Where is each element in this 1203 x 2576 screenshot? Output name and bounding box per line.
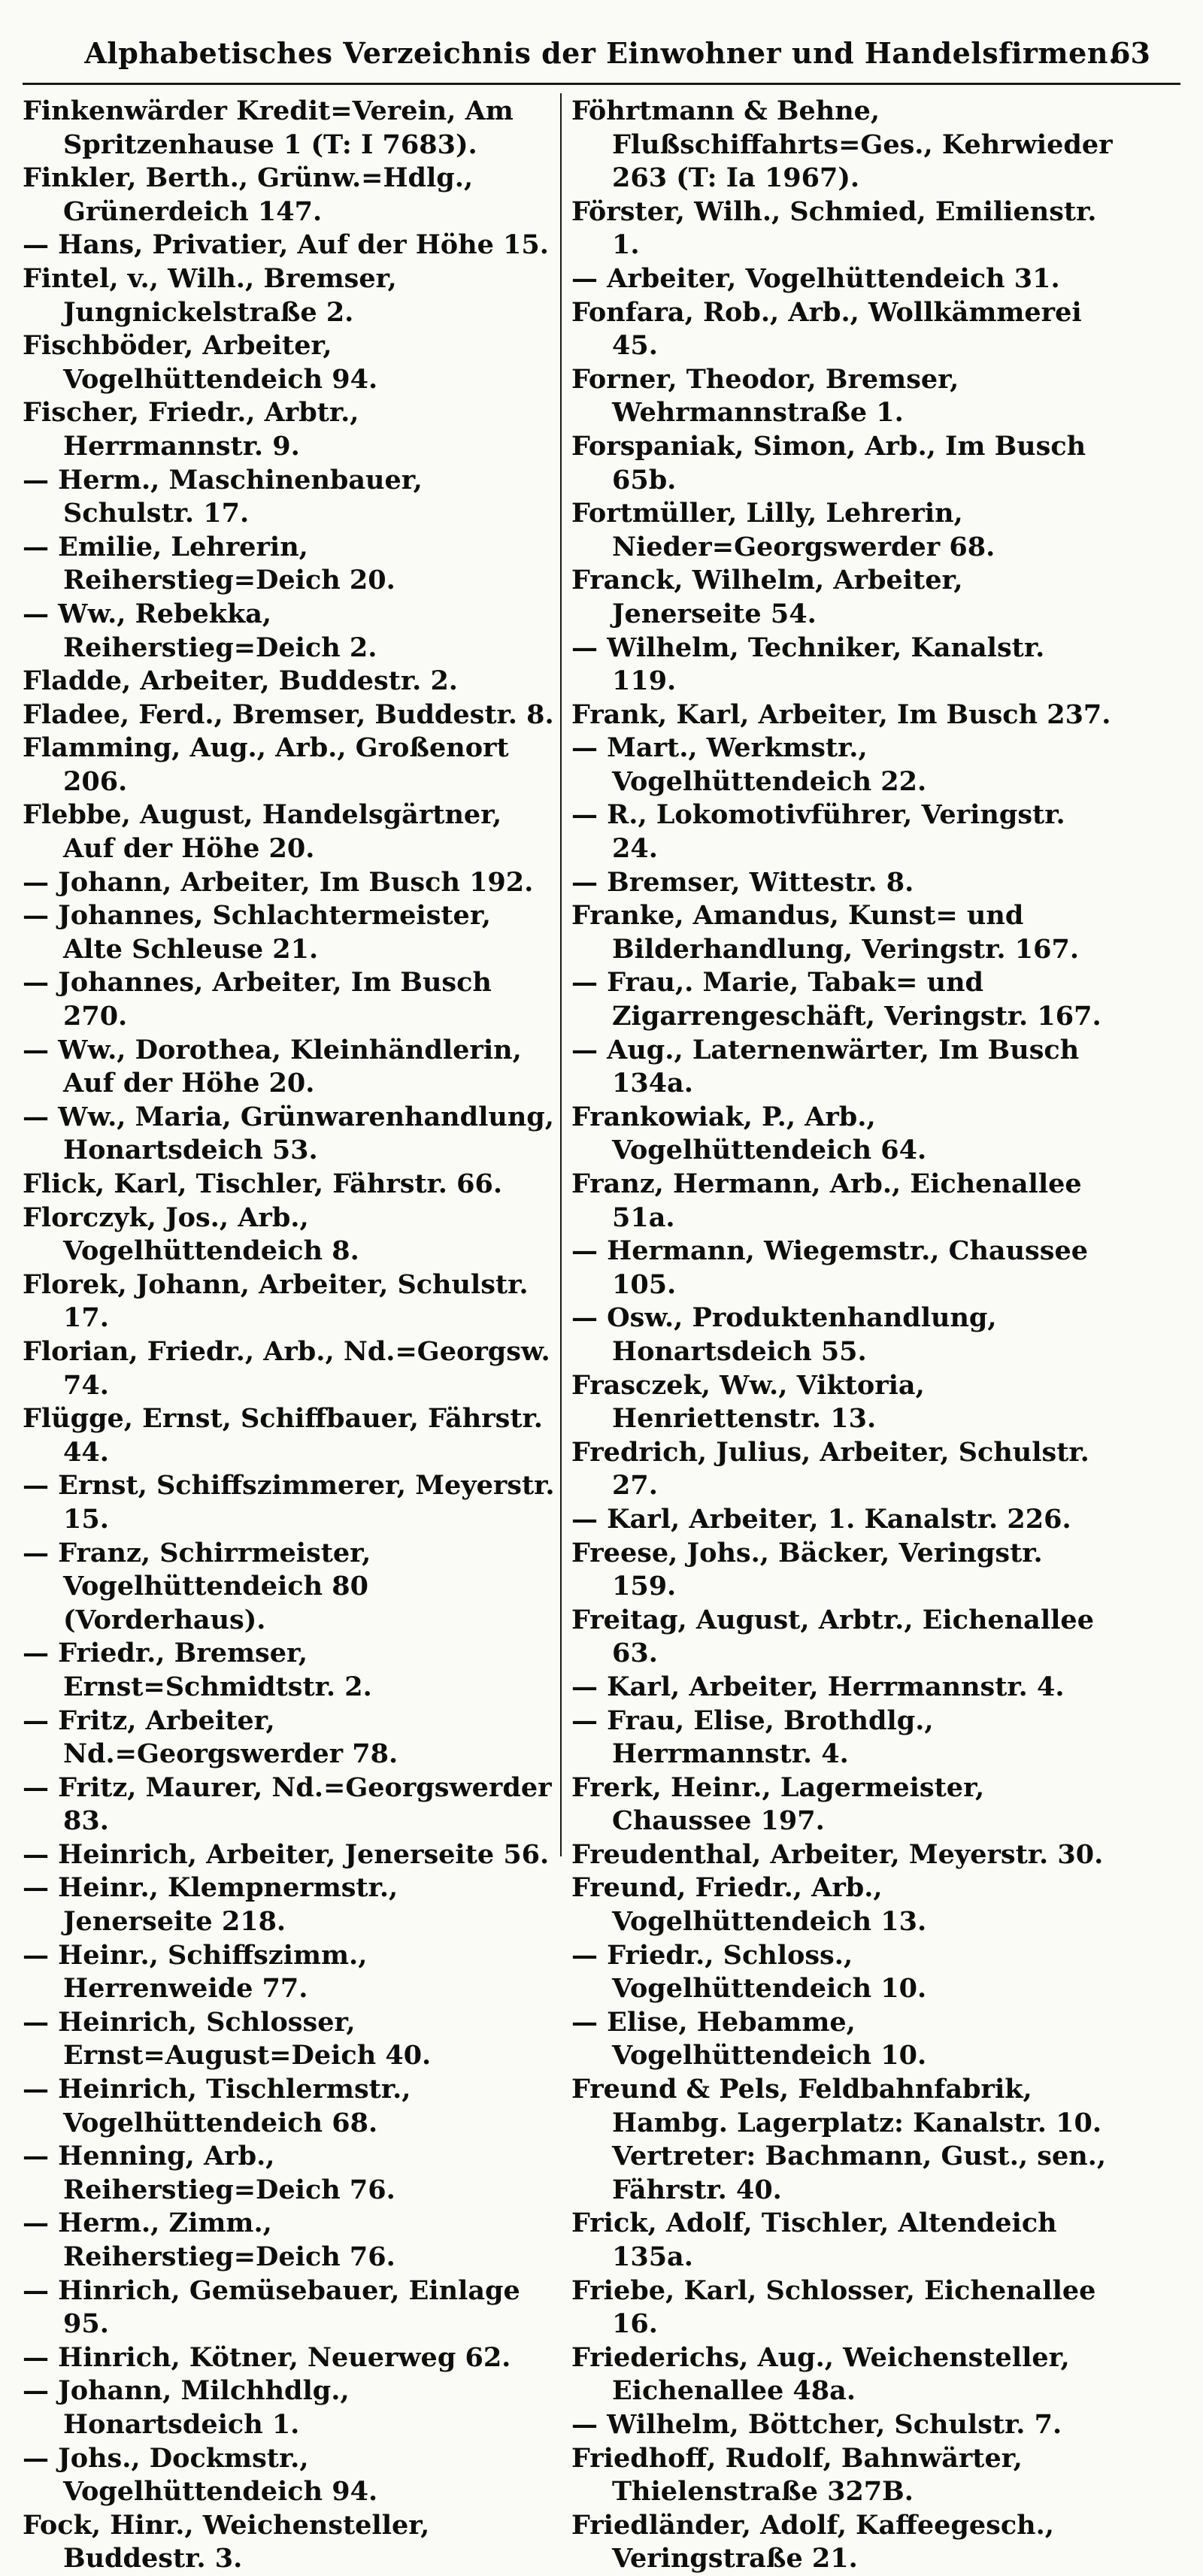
directory-entry: — Johann, Arbeiter, Im Busch 192.: [23, 866, 534, 898]
directory-entry: — Henning, Arb., Reiherstieg=Deich 76.: [23, 2141, 395, 2205]
directory-entry: — Hans, Privatier, Auf der Höhe 15.: [23, 229, 549, 261]
directory-entry: — Arbeiter, Vogelhüttendeich 31.: [571, 262, 1060, 294]
directory-entry: Frerk, Heinr., Lagermeister, Chaussee 197.: [571, 1771, 985, 1837]
directory-entry: Fischer, Friedr., Arbtr., Herrmannstr. 9.: [23, 397, 359, 462]
directory-entry: — Karl, Arbeiter, Herrmannstr. 4.: [571, 1671, 1065, 1702]
directory-entry: — Heinrich, Tischlermstr., Vogelhüttendeich 68.: [23, 2074, 411, 2138]
directory-entry: Friebe, Karl, Schlosser, Eichenallee 16.: [571, 2274, 1096, 2340]
directory-entry: Friederichs, Aug., Weichensteller, Eichenallee 48a.: [571, 2341, 1070, 2407]
directory-entry: Frank, Karl, Arbeiter, Im Busch 237.: [571, 699, 1111, 730]
directory-entry: Fladde, Arbeiter, Buddestr. 2.: [23, 665, 458, 697]
directory-entry: Freese, Johs., Bäcker, Veringstr. 159.: [571, 1537, 1043, 1602]
directory-entry: — Johann, Milchhdlg., Honartsdeich 1.: [23, 2375, 350, 2440]
right-column: [571, 95, 1113, 2576]
page-header: [23, 30, 1180, 85]
column-divider: [560, 93, 562, 1856]
directory-entry: — Wilhelm, Böttcher, Schulstr. 7.: [571, 2408, 1062, 2440]
directory-entry: — Elise, Hebamme, Vogelhüttendeich 10.: [571, 2006, 927, 2071]
directory-entry: Friedhoff, Rudolf, Bahnwärter, Thielenstraße 327B.: [571, 2442, 1023, 2508]
directory-entry: Flebbe, August, Handelsgärtner, Auf der Höhe 20.: [23, 799, 502, 865]
directory-entry: — Herm., Zimm., Reiherstieg=Deich 76.: [23, 2208, 395, 2272]
directory-entry: Finkler, Berth., Grünw.=Hdlg., Grünerdeich 147.: [23, 162, 474, 227]
directory-entry: Flick, Karl, Tischler, Fährstr. 66.: [23, 1168, 503, 1199]
directory-entry: Frankowiak, P., Arb., Vogelhüttendeich 64.: [571, 1101, 927, 1166]
directory-entry: — Fritz, Arbeiter, Nd.=Georgswerder 78.: [23, 1705, 398, 1770]
directory-entry: — Aug., Laternenwärter, Im Busch 134a.: [571, 1034, 1080, 1099]
directory-entry: — Heinrich, Schlosser, Ernst=August=Deich 40.: [23, 2006, 432, 2071]
directory-entry: — Wilhelm, Techniker, Kanalstr. 119.: [571, 632, 1045, 697]
directory-entry: Frick, Adolf, Tischler, Altendeich 135a.: [571, 2208, 1057, 2272]
directory-entry: — Osw., Produktenhandlung, Honartsdeich 55.: [571, 1302, 997, 1367]
directory-entry: — Emilie, Lehrerin, Reiherstieg=Deich 20.: [23, 531, 395, 596]
directory-entry: Forner, Theodor, Bremser, Wehrmannstraße 1.: [571, 363, 959, 429]
directory-entry: — Ww., Dorothea, Kleinhändlerin, Auf der Höhe 20.: [23, 1034, 522, 1099]
directory-entry: Fock, Hinr., Weichensteller, Buddestr. 3.: [23, 2509, 430, 2574]
directory-entry: — Heinr., Klempnermstr., Jenerseite 218.: [23, 1872, 398, 1938]
directory-entry: — Heinr., Schiffszimm., Herrenweide 77.: [23, 1939, 368, 2005]
directory-entry: Franz, Hermann, Arb., Eichenallee 51a.: [571, 1168, 1082, 1233]
directory-entry: — R., Lokomotivführer, Veringstr. 24.: [571, 799, 1065, 865]
directory-entry: Freund & Pels, Feldbahnfabrik, Hambg. Lagerplatz: Kanalstr. 10. Vertreter: Bachmann, Gust., sen., Fährstr. 40.: [571, 2074, 1107, 2205]
directory-entry: Flamming, Aug., Arb., Großenort 206.: [23, 732, 509, 797]
directory-entry: Florczyk, Jos., Arb., Vogelhüttendeich 8.: [23, 1202, 359, 1267]
directory-entry: — Friedr., Schloss., Vogelhüttendeich 10.: [571, 1939, 927, 2005]
directory-entry: — Johs., Dockmstr., Vogelhüttendeich 94.: [23, 2442, 378, 2508]
directory-entry: Fischböder, Arbeiter, Vogelhüttendeich 94.: [23, 330, 378, 395]
directory-entry: Freudenthal, Arbeiter, Meyerstr. 30.: [571, 1838, 1104, 1870]
directory-entry: — Frau,. Marie, Tabak= und Zigarrengeschäft, Veringstr. 167.: [571, 967, 1101, 1032]
directory-entry: — Fritz, Maurer, Nd.=Georgswerder 83.: [23, 1771, 552, 1837]
left-column: [23, 95, 556, 2576]
directory-entry: — Franz, Schirrmeister, Vogelhüttendeich 80 (Vorderhaus).: [23, 1537, 371, 1635]
directory-entry: Friedländer, Adolf, Kaffeegesch., Veringstraße 21.: [571, 2509, 1054, 2574]
directory-entry: Forspaniak, Simon, Arb., Im Busch 65b.: [571, 430, 1086, 496]
page-title: Alphabetisches Verzeichnis der Einwohner und Handelsfirmen.: [84, 36, 1119, 70]
directory-entry: — Hinrich, Gemüsebauer, Einlage 95.: [23, 2274, 520, 2340]
directory-entry: — Karl, Arbeiter, 1. Kanalstr. 226.: [571, 1503, 1071, 1535]
directory-entry: — Herm., Maschinenbauer, Schulstr. 17.: [23, 464, 423, 529]
directory-entry: Fladee, Ferd., Bremser, Buddestr. 8.: [23, 699, 554, 730]
directory-entry: — Mart., Werkmstr., Vogelhüttendeich 22.: [571, 732, 927, 797]
directory-entry: Fredrich, Julius, Arbeiter, Schulstr. 27.: [571, 1436, 1089, 1502]
directory-entry: — Hinrich, Kötner, Neuerweg 62.: [23, 2341, 511, 2373]
directory-entry: — Ernst, Schiffszimmerer, Meyerstr. 15.: [23, 1470, 555, 1535]
directory-entry: Freund, Friedr., Arb., Vogelhüttendeich 13.: [571, 1872, 927, 1938]
page-number: 63: [1111, 36, 1150, 70]
directory-entry: Flügge, Ernst, Schiffbauer, Fährstr. 44.: [23, 1403, 543, 1468]
directory-entry: — Johannes, Schlachtermeister, Alte Schleuse 21.: [23, 900, 491, 965]
directory-entry: Föhrtmann & Behne, Flußschiffahrts=Ges., Kehrwieder 263 (T: Ia 1967).: [571, 95, 1113, 194]
directory-entry: Franke, Amandus, Kunst= und Bilderhandlung, Veringstr. 167.: [571, 900, 1080, 965]
directory-entry: — Johannes, Arbeiter, Im Busch 270.: [23, 967, 492, 1032]
directory-entry: Franck, Wilhelm, Arbeiter, Jenerseite 54.: [571, 565, 963, 629]
directory-entry: Fonfara, Rob., Arb., Wollkämmerei 45.: [571, 296, 1082, 362]
directory-entry: — Ww., Rebekka, Reiherstieg=Deich 2.: [23, 598, 377, 663]
directory-entry: — Frau, Elise, Brothdlg., Herrmannstr. 4.: [571, 1705, 934, 1770]
directory-entry: Finkenwärder Kredit=Verein, Am Spritzenhause 1 (T: I 7683).: [23, 95, 514, 160]
directory-entry: — Hermann, Wiegemstr., Chaussee 105.: [571, 1235, 1088, 1300]
directory-entry: Florek, Johann, Arbeiter, Schulstr. 17.: [23, 1268, 529, 1334]
directory-entry: — Friedr., Bremser, Ernst=Schmidtstr. 2.: [23, 1638, 372, 1702]
directory-entry: Fortmüller, Lilly, Lehrerin, Nieder=Georgswerder 68.: [571, 498, 995, 562]
directory-entry: — Bremser, Wittestr. 8.: [571, 866, 914, 898]
directory-entry: — Ww., Maria, Grünwarenhandlung, Honartsdeich 53.: [23, 1101, 554, 1166]
directory-entry: Fintel, v., Wilh., Bremser, Jungnickelstraße 2.: [23, 262, 397, 328]
directory-entry: Florian, Friedr., Arb., Nd.=Georgsw. 74.: [23, 1335, 550, 1401]
directory-entry: Förster, Wilh., Schmied, Emilienstr. 1.: [571, 195, 1097, 261]
directory-entry: Frasczek, Ww., Viktoria, Henriettenstr. 13.: [571, 1369, 925, 1435]
directory-entry: — Heinrich, Arbeiter, Jenerseite 56.: [23, 1838, 550, 1870]
directory-entry: Freitag, August, Arbtr., Eichenallee 63.: [571, 1604, 1094, 1669]
